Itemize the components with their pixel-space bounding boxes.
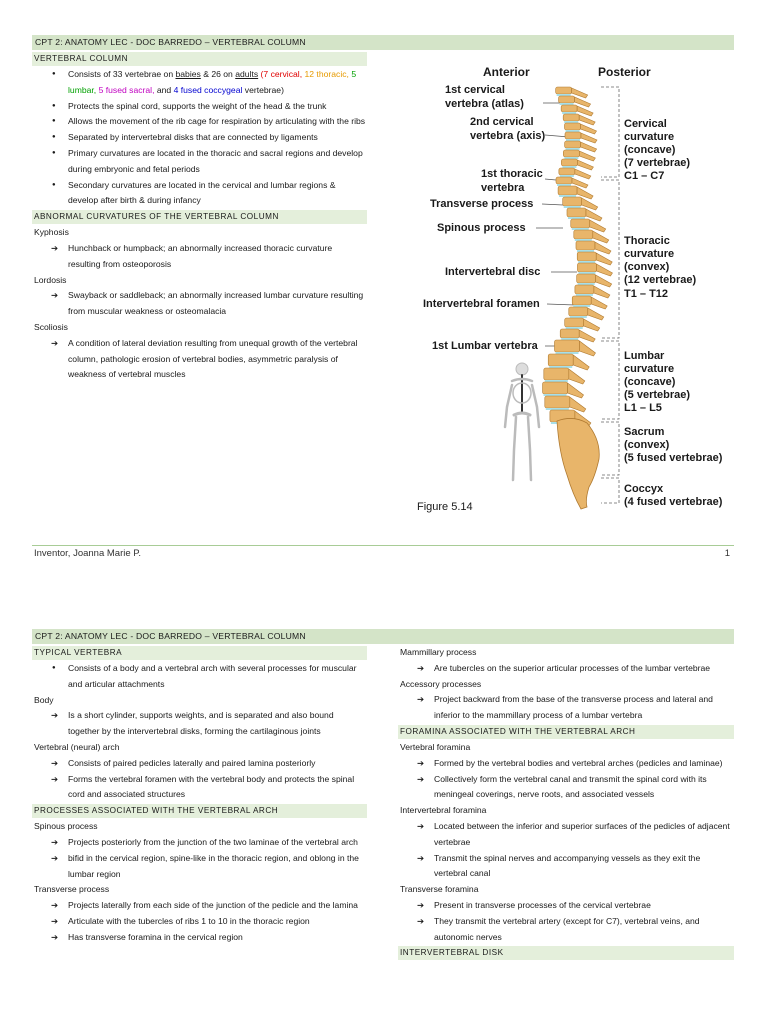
- label-thoracic-curv-1: Thoracic: [624, 235, 670, 247]
- intervertebral-foramina-point-1: ➔ Located between the inferior and superior surfaces of the pedicles of adjacent vertebrae: [398, 819, 734, 851]
- vertebra-body-16: [576, 241, 595, 250]
- page-1-footer: [32, 545, 734, 559]
- transverse-point-2: ➔ Articulate with the tubercles of ribs 1 to 10 in the thoracic region: [32, 914, 367, 930]
- spinous-process-18: [596, 264, 612, 276]
- section-abnormal-curvatures: ABNORMAL CURVATURES OF THE VERTEBRAL COLUMN: [32, 210, 367, 224]
- spinous-point-2: ➔ bifid in the cervical region, spine-like in the thoracic region, and oblong in the lumbar region: [32, 851, 367, 883]
- spinous-process-28: [568, 383, 584, 398]
- page-2-left-column: [32, 645, 367, 946]
- spinous-process-19: [596, 275, 612, 287]
- left-column: [32, 51, 367, 383]
- spinous-process-17: [596, 253, 612, 265]
- intervertebral-disc-1: [560, 103, 574, 105]
- spinous-process-24: [579, 330, 595, 342]
- spinous-process-8: [577, 160, 593, 170]
- page-2-header: CPT 2: ANATOMY LEC - DOC BARREDO – VERTEBRAL COLUMN: [32, 629, 734, 644]
- section-typical-vertebra: TYPICAL VERTEBRA: [32, 646, 367, 660]
- accessory-point: ➔ Project backward from the base of the transverse process and lateral and inferior to the mammillary process of a lumbar vertebra: [398, 692, 734, 724]
- label-disc: Intervertebral disc: [445, 266, 541, 278]
- lordosis-label: Lordosis: [34, 274, 67, 285]
- arch-point-2: ➔ Forms the vertebral foramen with the vertebral body and protects the spinal cord and associated structures: [32, 772, 367, 804]
- section-intervertebral-disk: INTERVERTEBRAL DISK: [398, 946, 734, 960]
- vertebra-body-9: [559, 168, 575, 175]
- label-cervical-1: Cervical: [624, 118, 667, 130]
- intervertebral-foramina-point-2: ➔ Transmit the spinal nerves and accompanying vessels as they exit the vertebral canal: [398, 851, 734, 883]
- label-thoracic-1: 1st thoracic: [481, 168, 543, 180]
- mammillary-point: ➔ Are tubercles on the superior articular processes of the lumbar vertebrae: [398, 661, 734, 677]
- bullet-composition: ● Consists of 33 vertebrae on babies & 26 on adults (7 cervical, 12 thoracic, 5 lumbar, 5 fused sacral, and 4 fused coccygeal vertebrae): [32, 67, 367, 99]
- label-coccyx-2: (4 fused vertebrae): [624, 496, 723, 508]
- vertebra-body-20: [575, 285, 594, 294]
- vertebra-body-26: [548, 354, 573, 366]
- intervertebral-foramina-label: Intervertebral foramina: [400, 805, 487, 816]
- typical-bullet: ● Consists of a body and a vertebral arch with several processes for muscular and articular attachments: [32, 661, 367, 693]
- vertebra-body-4: [565, 123, 581, 130]
- label-coccyx-1: Coccyx: [624, 483, 664, 495]
- label-thoracic-curv-2: curvature: [624, 248, 675, 260]
- label-sacrum-1: Sacrum: [624, 426, 665, 438]
- label-sacrum-3: (5 fused vertebrae): [624, 452, 723, 464]
- vertebra-body-1: [559, 96, 575, 103]
- body-text: ➔ Is a short cylinder, supports weights, and is separated and also bound together by the intervertebral disks, forming the cartilaginous joints: [32, 708, 367, 740]
- transverse-point-1: ➔ Projects laterally from each side of the junction of the pedicle and the lamina: [32, 898, 367, 914]
- vertebra-body-24: [560, 329, 579, 338]
- vertebra-body-18: [577, 263, 596, 272]
- figure-caption: Figure 5.14: [417, 501, 473, 513]
- label-cervical-3: (concave): [624, 144, 676, 156]
- vertebra-body-10: [556, 177, 572, 184]
- label-lumbar-curv-2: curvature: [624, 363, 675, 375]
- vertebra-body-15: [574, 230, 593, 239]
- vertebra-body-11: [558, 186, 577, 195]
- bullet-disks: ● Separated by intervertebral disks that are connected by ligaments: [32, 130, 367, 146]
- vertebra-body-29: [545, 396, 570, 408]
- footer-page-number: 1: [724, 548, 730, 559]
- label-lumbar-curv-1: Lumbar: [624, 350, 665, 362]
- page-header: CPT 2: ANATOMY LEC - DOC BARREDO – VERTEBRAL COLUMN: [32, 35, 734, 50]
- label-lumbar: 1st Lumbar vertebra: [432, 340, 538, 352]
- vertebra-body-23: [565, 318, 584, 327]
- vertebra-body-6: [565, 141, 581, 148]
- label-spinous: Spinous process: [437, 222, 526, 234]
- vertebra-body-8: [561, 159, 577, 166]
- mammillary-label: Mammillary process: [400, 647, 477, 657]
- label-axis-2: vertebra (axis): [470, 130, 546, 142]
- spinous-process-23: [584, 319, 600, 331]
- page-2: [0, 615, 768, 1024]
- vertebra-body-12: [563, 197, 582, 206]
- vertebra-body-21: [572, 296, 591, 305]
- arch-label: Vertebral (neural) arch: [34, 741, 120, 752]
- section-foramina: FORAMINA ASSOCIATED WITH THE VERTEBRAL ARCH: [398, 725, 734, 739]
- label-lumbar-curv-3: (concave): [624, 376, 676, 388]
- footer-author: Inventor, Joanna Marie P.: [34, 548, 142, 559]
- sacrum-coccyx: [557, 418, 599, 509]
- skeleton-thumbnail: [505, 363, 539, 480]
- lordosis-text: ➔ Swayback or saddleback; an abnormally increased lumbar curvature resulting from muscular weakness or osteomalacia: [32, 288, 367, 320]
- transverse-foramina-point-2: ➔ They transmit the vertebral artery (except for C7), vertebral veins, and autonomic nerves: [398, 914, 734, 946]
- vertebra-body-5: [565, 132, 581, 139]
- label-cervical-5: C1 – C7: [624, 170, 665, 182]
- label-transverse: Transverse process: [430, 198, 534, 210]
- label-foramen: Intervertebral foramen: [423, 298, 540, 310]
- left-labels: [423, 84, 546, 352]
- label-cervical-2: curvature: [624, 131, 675, 143]
- bullet-secondary-curvatures: ● Secondary curvatures are located in the cervical and lumbar regions & develop after birth & during infancy: [32, 178, 367, 210]
- spinous-process-21: [591, 297, 607, 309]
- kyphosis-label: Kyphosis: [34, 227, 69, 238]
- vertebra-body-28: [543, 382, 568, 394]
- bullet-primary-curvatures: ● Primary curvatures are located in the thoracic and sacral regions and develop during embryonic and fetal periods: [32, 146, 367, 178]
- spinous-process-16: [595, 242, 611, 254]
- label-lumbar-curv-4: (5 vertebrae): [624, 389, 691, 401]
- body-label: Body: [34, 694, 54, 705]
- right-labels: [624, 118, 723, 508]
- vertebral-column-figure: [395, 55, 735, 525]
- spinous-process-9: [575, 169, 591, 179]
- spinous-process-20: [594, 286, 610, 298]
- vertebra-body-27: [544, 368, 569, 380]
- label-cervical-4: (7 vertebrae): [624, 157, 691, 169]
- spinous-process-3: [579, 115, 595, 125]
- vertebral-foramina-point-1: ➔ Formed by the vertebral bodies and vertebral arches (pedicles and laminae): [398, 756, 734, 772]
- spinous-process-6: [581, 142, 597, 152]
- transverse-foramina-point-1: ➔ Present in transverse processes of the cervical vertebrae: [398, 898, 734, 914]
- label-posterior: Posterior: [598, 65, 651, 79]
- page-2-right-column: [398, 645, 734, 961]
- bullet-protects: ● Protects the spinal cord, supports the weight of the head & the trunk: [32, 99, 367, 115]
- vertebral-foramina-label: Vertebral foramina: [400, 741, 471, 752]
- section-processes: PROCESSES ASSOCIATED WITH THE VERTEBRAL ARCH: [32, 804, 367, 818]
- label-atlas-2: vertebra (atlas): [445, 98, 524, 110]
- label-atlas-1: 1st cervical: [445, 84, 505, 96]
- spinous-process-4: [581, 124, 597, 134]
- page-gap: [0, 580, 768, 615]
- label-thoracic-curv-4: (12 vertebrae): [624, 274, 697, 286]
- spinous-process-25: [580, 341, 596, 356]
- transverse-foramina-label: Transverse foramina: [400, 884, 479, 895]
- scoliosis-text: ➔ A condition of lateral deviation resulting from unequal growth of the vertebral column, pathologic erosion of vertebral bodies, asymmetric paralysis of weakness of vertebral muscles: [32, 336, 367, 383]
- spinous-process-27: [569, 369, 585, 384]
- arch-point-1: ➔ Consists of paired pedicles laterally and paired lamina posteriorly: [32, 756, 367, 772]
- transverse-point-3: ➔ Has transverse foramina in the cervical region: [32, 930, 367, 946]
- vertebra-body-0: [556, 87, 572, 94]
- vertebra-body-25: [555, 340, 580, 352]
- kyphosis-text: ➔ Hunchback or humpback; an abnormally increased thoracic curvature resulting from osteoporosis: [32, 241, 367, 273]
- vertebral-foramina-point-2: ➔ Collectively form the vertebral canal and transmit the spinal cord with its meningeal coverings, nerve roots, and associated vessels: [398, 772, 734, 804]
- spinous-label: Spinous process: [34, 821, 98, 832]
- spinous-process-5: [581, 133, 597, 143]
- vertebra-body-13: [567, 208, 586, 217]
- label-anterior: Anterior: [483, 65, 530, 79]
- spinous-process-2: [577, 106, 593, 116]
- vertebra-body-14: [571, 219, 590, 228]
- label-axis-1: 2nd cervical: [470, 116, 534, 128]
- vertebra-body-3: [563, 114, 579, 121]
- vertebra-body-19: [577, 274, 596, 283]
- spinous-process-22: [588, 308, 604, 320]
- spinous-process-15: [593, 231, 609, 243]
- intervertebral-disc-0: [557, 94, 571, 96]
- transverse-label: Transverse process: [34, 884, 110, 895]
- label-thoracic-2: vertebra: [481, 182, 525, 194]
- vertebra-body-2: [561, 105, 577, 112]
- spinous-process-26: [573, 355, 589, 370]
- spine-illustration: [543, 87, 613, 509]
- label-thoracic-curv-3: (convex): [624, 261, 670, 273]
- spinous-point-1: ➔ Projects posteriorly from the junction of the two laminae of the vertebral arch: [32, 835, 367, 851]
- vertebra-body-17: [577, 252, 596, 261]
- accessory-label: Accessory processes: [400, 678, 482, 689]
- section-vertebral-column: VERTEBRAL COLUMN: [32, 52, 367, 66]
- vertebra-body-7: [563, 150, 579, 157]
- label-lumbar-curv-5: L1 – L5: [624, 402, 662, 414]
- intervertebral-disc-2: [562, 112, 576, 114]
- vertebra-body-22: [569, 307, 588, 316]
- scoliosis-label: Scoliosis: [34, 321, 68, 332]
- bullet-rib-cage: ● Allows the movement of the rib cage for respiration by articulating with the ribs: [32, 114, 367, 130]
- label-thoracic-curv-5: T1 – T12: [624, 288, 669, 300]
- spinous-process-7: [579, 151, 595, 161]
- label-sacrum-2: (convex): [624, 439, 670, 451]
